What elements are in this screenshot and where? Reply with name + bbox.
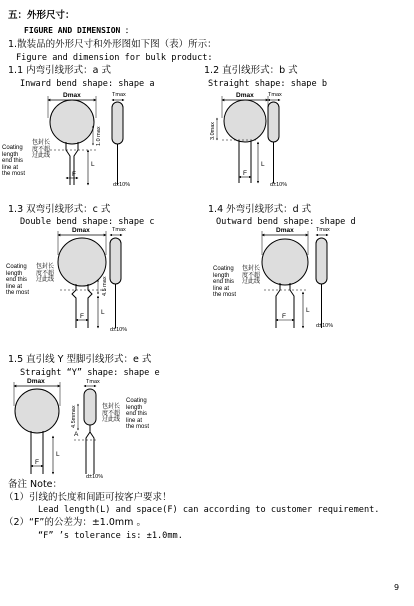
dimension-label: 4.5 max	[102, 276, 108, 296]
shape-b-title: 1.2 直引线形式：b 式	[204, 65, 298, 76]
coating-cn-d: 包封长 度不超 过此线	[242, 266, 261, 286]
dimension-label: Tmax	[268, 92, 282, 98]
note-2-cn: （2）“F”的公差为：±1.0mm 。	[4, 517, 146, 528]
dimension-label: Dmax	[27, 378, 45, 385]
d-label: d±10%	[113, 182, 131, 188]
dimension-label: F	[35, 459, 39, 466]
drawing-line	[84, 389, 96, 425]
dmax-label: Dmax	[63, 92, 81, 99]
section-title-en: FIGURE AND DIMENSION ：	[24, 26, 134, 35]
dimension-label: Tmax	[316, 227, 330, 233]
intro-cn: 1.散装品的外形尺寸和外形图如下图（表）所示：	[8, 39, 217, 50]
l-label: L	[91, 161, 95, 168]
coating-cn-a: 包封长 度不超 过此线	[32, 140, 51, 160]
shape-d-title-en: Outward bend shape: shape d	[216, 217, 356, 227]
dimension-label: 4.5mmax	[71, 405, 77, 428]
disc-body	[15, 389, 59, 433]
dimension-label: F	[282, 313, 286, 320]
dimension-label: d±10%	[270, 182, 288, 188]
f-label: F	[72, 171, 76, 178]
note-2-en: “F” ’s tolerance is: ±1.0mm.	[38, 531, 183, 541]
tmax-label: Tmax	[112, 92, 126, 98]
dimension-label: d±10%	[110, 327, 128, 333]
dimension-label: L	[56, 451, 60, 458]
dimension-label: F	[243, 170, 247, 177]
shape-a-title-en: Inward bend shape: shape a	[20, 79, 155, 89]
dimension-label: Dmax	[276, 227, 294, 234]
shape-c-title-en: Double bend shape: shape c	[20, 217, 155, 227]
dimension-label: L	[261, 161, 265, 168]
dimension-label: 3.0max	[210, 121, 216, 140]
shape-e-title: 1.5 直引线 Y 型脚引线形式：e 式	[8, 354, 152, 365]
dimension-label: Tmax	[112, 227, 126, 233]
length-max-label: 1.0 max	[96, 126, 102, 146]
coating-cn-e: 包封长 度不超 过此线	[102, 404, 121, 424]
shape-b-title-en: Straight shape: shape b	[208, 79, 327, 89]
shape-e-title-en: Straight “Y” shape: shape e	[20, 368, 160, 378]
page-number: 9	[394, 583, 400, 592]
coating-en-a: Coating length end this line at the most	[2, 145, 26, 178]
dimension-label: Dmax	[236, 92, 254, 99]
coating-en-c: Coating length end this line at the most	[6, 264, 30, 297]
shape-c-title: 1.3 双弯引线形式：c 式	[8, 204, 111, 215]
dimension-label: L	[306, 307, 310, 314]
dimension-label: A	[74, 431, 79, 438]
intro-en: Figure and dimension for bulk product:	[16, 53, 213, 63]
notes-heading: 备注 Note：	[8, 479, 63, 490]
shape-d-title: 1.4 外弯引线形式：d 式	[208, 204, 312, 215]
shape-a-title: 1.1 内弯引线形式：a 式	[8, 65, 111, 76]
note-1-cn: （1）引线的长度和间距可按客户要求！	[4, 492, 172, 503]
section-title: 五：外形尺寸：	[8, 10, 75, 21]
coating-en-d: Coating length end this line at the most	[213, 266, 237, 299]
dimension-label: L	[101, 309, 105, 316]
note-1-en: Lead length(L) and space(F) can according to customer requirement.	[38, 505, 380, 515]
dimension-label: d±10%	[316, 323, 334, 329]
drawing-line	[86, 425, 94, 474]
dimension-label: Dmax	[72, 227, 90, 234]
dimension-label: d±10%	[86, 474, 104, 480]
coating-en-e: Coating length end this line at the most	[126, 398, 150, 431]
dimension-label: Tmax	[86, 379, 100, 385]
coating-cn-c: 包封长 度不超 过此线	[36, 264, 55, 284]
dimension-label: F	[80, 313, 84, 320]
